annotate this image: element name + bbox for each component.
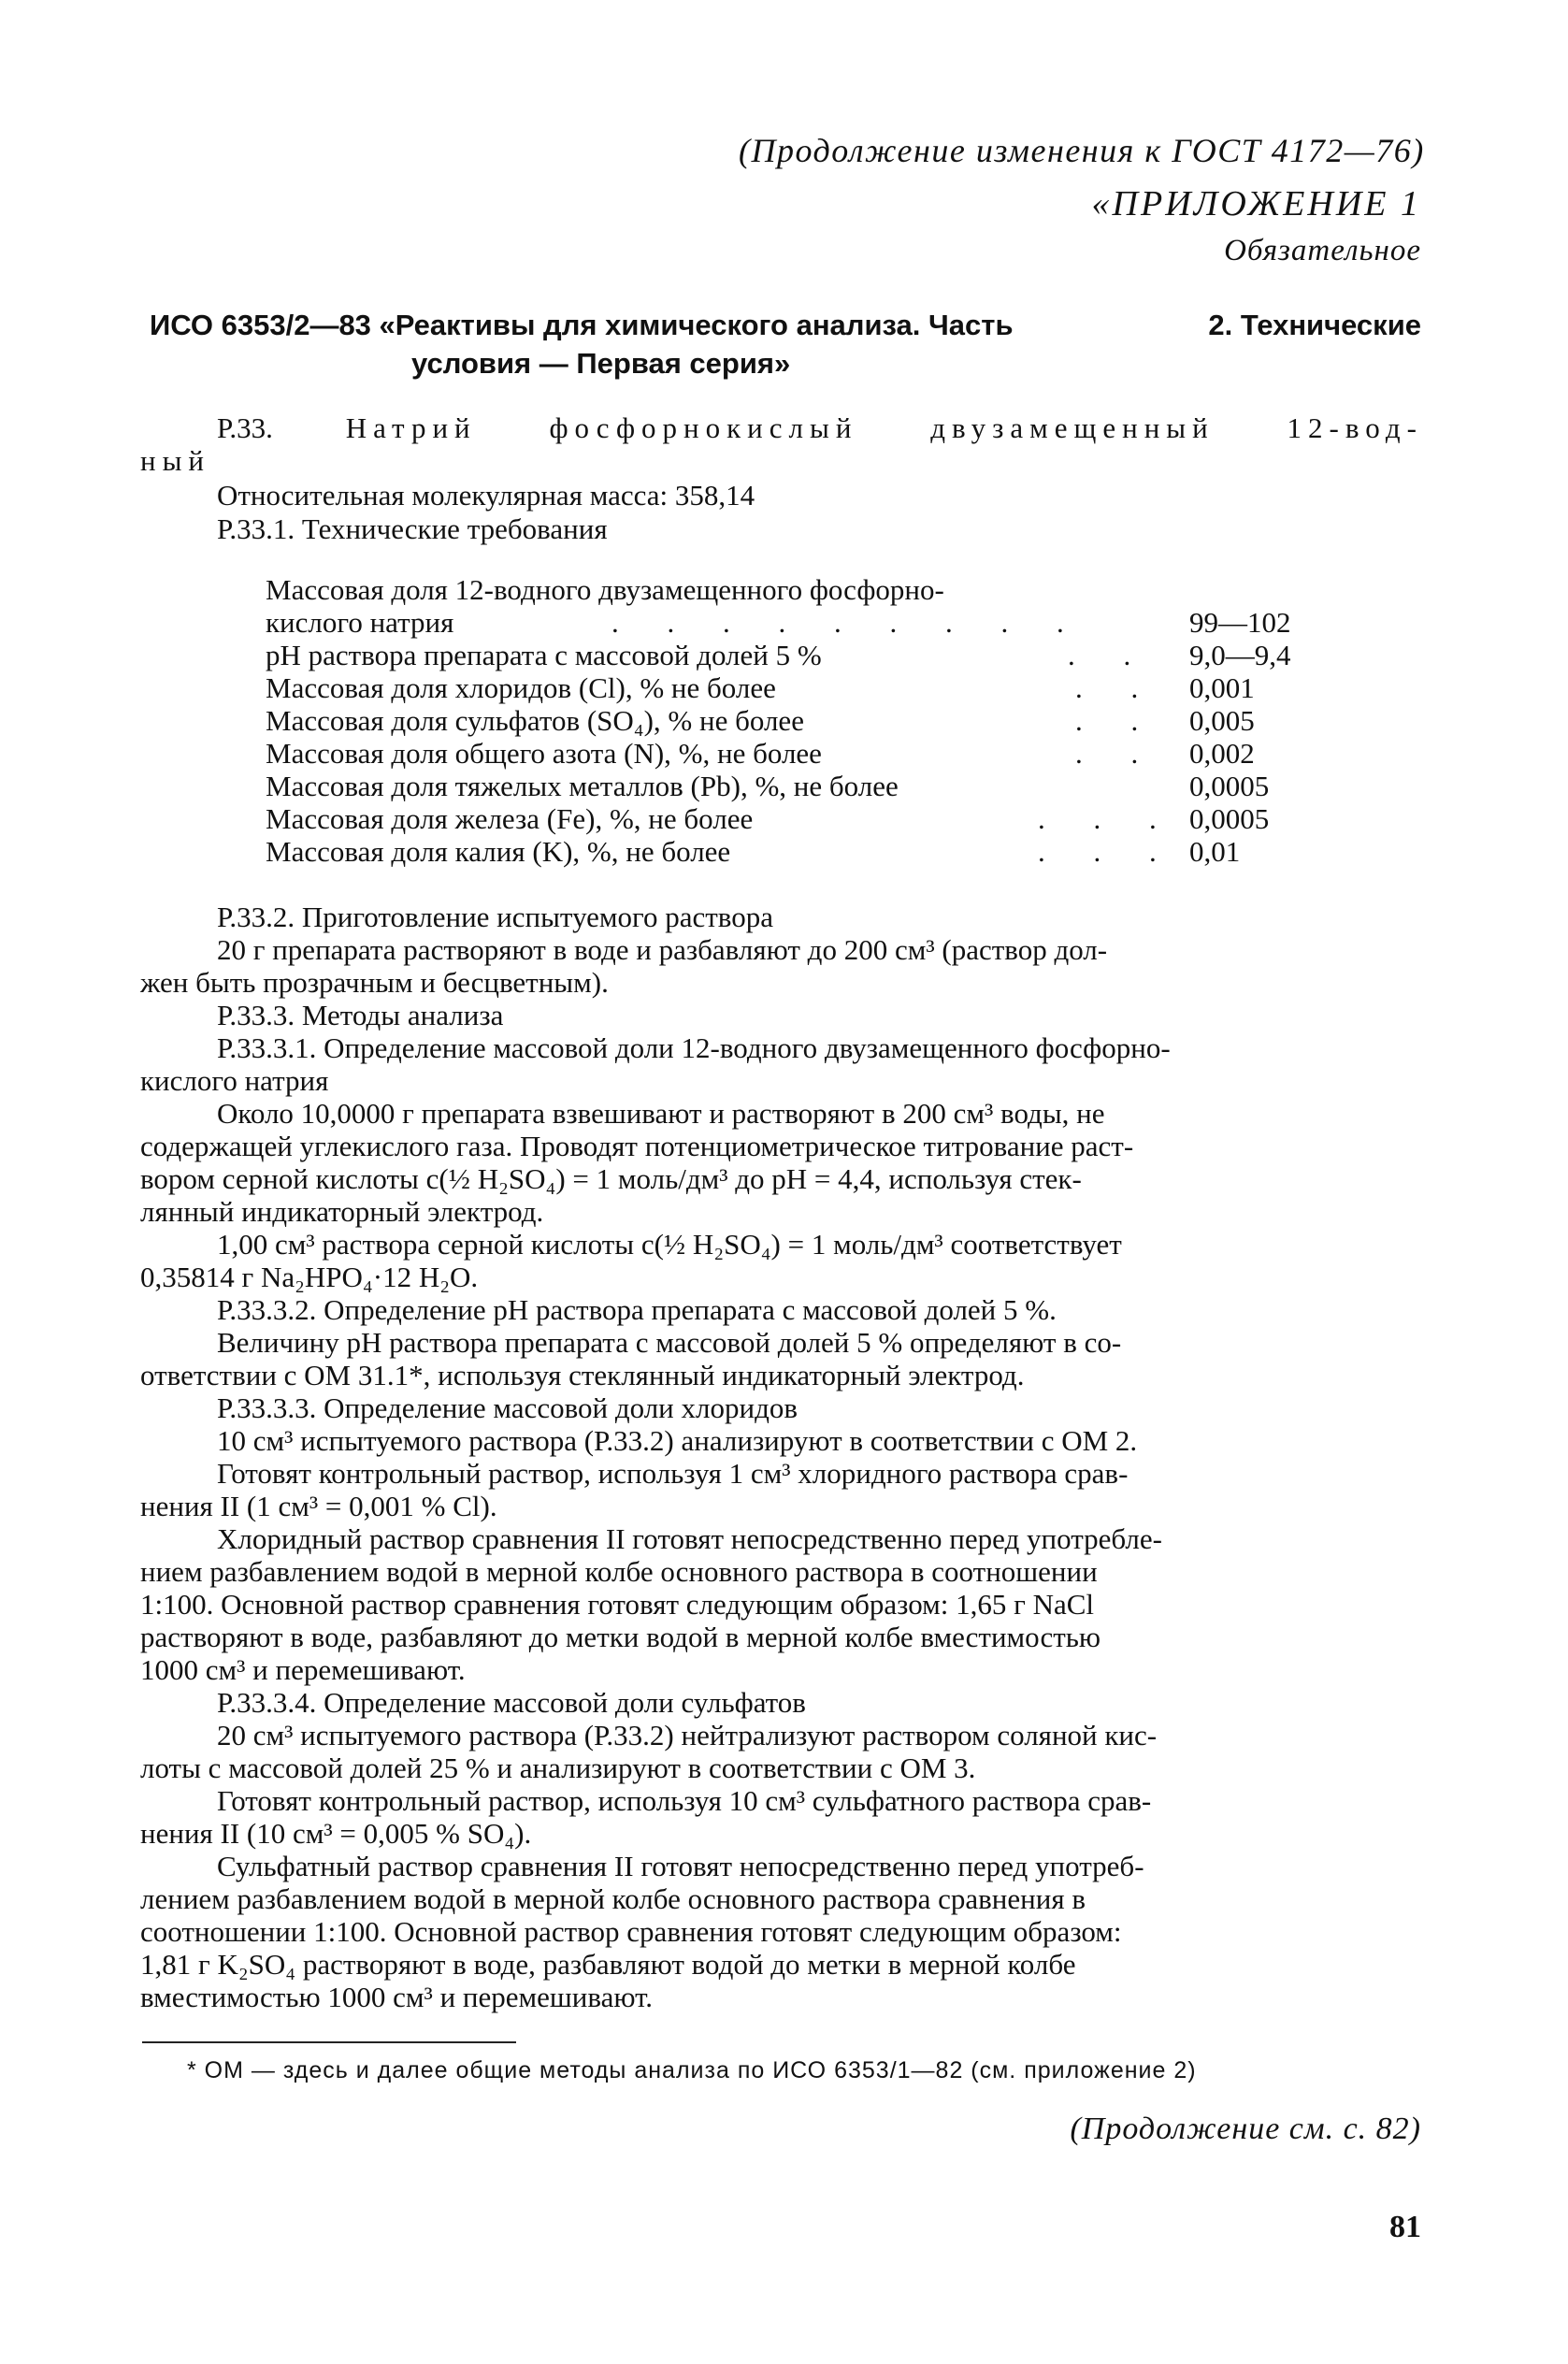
paragraph-line: Готовят контрольный раствор, используя 1 см³ хлоридного раствора срав- [217, 1457, 1129, 1490]
requirement-value: 0,01 [1189, 835, 1241, 868]
paragraph-line: нием разбавлением водой в мерной колбе основного раствора в соотношении [140, 1555, 1098, 1588]
requirement-label: Массовая доля 12-водного двузамещенного фосфорно- [266, 573, 944, 606]
section-heading: Р.33.3. Методы анализа [217, 999, 504, 1031]
substance-name-word: Натрий [345, 411, 477, 444]
paragraph-line: лоты с массовой долей 25 % и анализируют в соответствии с ОМ 3. [140, 1751, 976, 1784]
paragraph-line: жен быть прозрачным и бесцветным). [140, 966, 609, 999]
substance-name-word: фосфорнокислый [549, 411, 858, 444]
paragraph-line: 1:100. Основной раствор сравнения готовят следующим образом: 1,65 г NaCl [140, 1588, 1095, 1621]
paragraph-line: Сульфатный раствор сравнения II готовят непосредственно перед употреб- [217, 1850, 1144, 1882]
requirement-value: 99—102 [1189, 606, 1291, 639]
paragraph-line: лением разбавлением водой в мерной колбе основного раствора сравнения в [140, 1882, 1086, 1915]
leader-dots: . . . . . . . . . [611, 606, 1085, 639]
paragraph-line: содержащей углекислого газа. Проводят потенциометрическое титрование раст- [140, 1130, 1134, 1162]
standard-title-right: 2. Технические [1208, 309, 1421, 341]
requirement-value: 9,0—9,4 [1189, 639, 1291, 671]
paragraph-line: 20 г препарата растворяют в воде и разбавляют до 200 см³ (раствор дол- [217, 933, 1108, 966]
substance-name-line-1 [217, 411, 1423, 444]
standard-title-left: ИСО 6353/2—83 «Реактивы для химического анализа. Часть [150, 309, 1014, 341]
requirement-value: 0,0005 [1189, 802, 1270, 835]
section-heading: Р.33.3.4. Определение массовой доли сульфатов [217, 1686, 806, 1719]
requirement-value: 0,001 [1189, 671, 1255, 704]
leader-dots: . . . [1038, 802, 1177, 835]
section-heading: Р.33.3.1. Определение массовой доли 12-водного двузамещенного фосфорно- [217, 1031, 1171, 1064]
leader-dots: . . . [1038, 835, 1177, 868]
paragraph-line: 1,00 см³ раствора серной кислоты c(½ H₂SO₄) = 1 моль/дм³ соответствует [217, 1228, 1122, 1261]
requirement-label: Массовая доля общего азота (N), %, не более [266, 737, 822, 770]
leader-dots: . . [1068, 639, 1152, 671]
tech-requirements-heading: Р.33.1. Технические требования [217, 512, 608, 545]
requirement-label: Массовая доля железа (Fe), %, не более [266, 802, 754, 835]
page-number: 81 [1389, 2210, 1421, 2244]
leader-dots: . . [1075, 737, 1159, 770]
requirement-label: Массовая доля калия (K), %, не более [266, 835, 731, 868]
section-heading: Р.33.2. Приготовление испытуемого раствора [217, 901, 773, 933]
paragraph-line: Готовят контрольный раствор, используя 10 см³ сульфатного раствора срав- [217, 1784, 1152, 1817]
leader-dots: . . [1075, 671, 1159, 704]
requirement-label: Массовая доля тяжелых металлов (Pb), %, не более [266, 770, 899, 802]
continued-note: (Продолжение см. с. 82) [1070, 2112, 1421, 2146]
paragraph-line: лянный индикаторный электрод. [140, 1195, 544, 1228]
footnote-divider [142, 2041, 516, 2043]
paragraph-line: Около 10,0000 г препарата взвешивают и растворяют в 200 см³ воды, не [217, 1097, 1105, 1130]
paragraph-line: вместимостью 1000 см³ и перемешивают. [140, 1981, 654, 2013]
paragraph-line: 1,81 г K₂SO₄ растворяют в воде, разбавляют водой до метки в мерной колбе [140, 1948, 1076, 1981]
paragraph-line: Хлоридный раствор сравнения II готовят непосредственно перед употребле- [217, 1522, 1162, 1555]
paragraph-line: 0,35814 г Na₂HPO₄·12 H₂O. [140, 1261, 479, 1293]
requirement-value: 0,0005 [1189, 770, 1270, 802]
paragraph-line: растворяют в воде, разбавляют до метки водой в мерной колбе вместимостью [140, 1621, 1101, 1653]
section-heading: Р.33.3.3. Определение массовой доли хлоридов [217, 1391, 798, 1424]
paragraph-line: вором серной кислоты c(½ H₂SO₄) = 1 моль/дм³ до pH = 4,4, используя стек- [140, 1162, 1082, 1195]
substance-name-word: 12-вод- [1287, 411, 1423, 444]
requirement-label: кислого натрия [266, 606, 454, 639]
requirement-label: Массовая доля хлоридов (Cl), % не более [266, 671, 776, 704]
requirement-label: Массовая доля сульфатов (SO₄), % не более [266, 704, 804, 737]
molecular-mass: Относительная молекулярная масса: 358,14 [217, 479, 755, 512]
paragraph-line: 20 см³ испытуемого раствора (Р.33.2) нейтрализуют раствором соляной кис- [217, 1719, 1158, 1751]
paragraph-line: нения II (10 см³ = 0,005 % SO₄). [140, 1817, 532, 1850]
standard-title-line-2: условия — Первая серия» [411, 347, 791, 380]
paragraph-line: ответствии с ОМ 31.1*, используя стеклянный индикаторный электрод. [140, 1359, 1025, 1391]
paragraph-line: соотношении 1:100. Основной раствор сравнения готовят следующим образом: [140, 1915, 1122, 1948]
requirement-label: рН раствора препарата с массовой долей 5 % [266, 639, 822, 671]
substance-name-line-2: ный [140, 444, 211, 477]
requirement-value: 0,002 [1189, 737, 1255, 770]
requirement-value: 0,005 [1189, 704, 1255, 737]
obligatory-label: Обязательное [1224, 234, 1421, 267]
substance-name-word: двузамещенный [930, 411, 1215, 444]
section-heading: Р.33.3.2. Определение pH раствора препарата с массовой долей 5 %. [217, 1293, 1057, 1326]
paragraph-line: нения II (1 см³ = 0,001 % Cl). [140, 1490, 497, 1522]
substance-code: Р.33. [217, 411, 273, 444]
appendix-heading: «ПРИЛОЖЕНИЕ 1 [1091, 184, 1421, 223]
paragraph-line: кислого натрия [140, 1064, 329, 1097]
standard-title-line-1 [150, 309, 1421, 342]
leader-dots: . . [1075, 704, 1159, 737]
paragraph-line: 10 см³ испытуемого раствора (Р.33.2) анализируют в соответствии с ОМ 2. [217, 1424, 1138, 1457]
continuation-header: (Продолжение изменения к ГОСТ 4172—76) [739, 132, 1425, 169]
paragraph-line: 1000 см³ и перемешивают. [140, 1653, 466, 1686]
paragraph-line: Величину pH раствора препарата с массовой долей 5 % определяют в со- [217, 1326, 1122, 1359]
footnote: * ОМ — здесь и далее общие методы анализа по ИСО 6353/1—82 (см. приложение 2) [187, 2057, 1197, 2083]
